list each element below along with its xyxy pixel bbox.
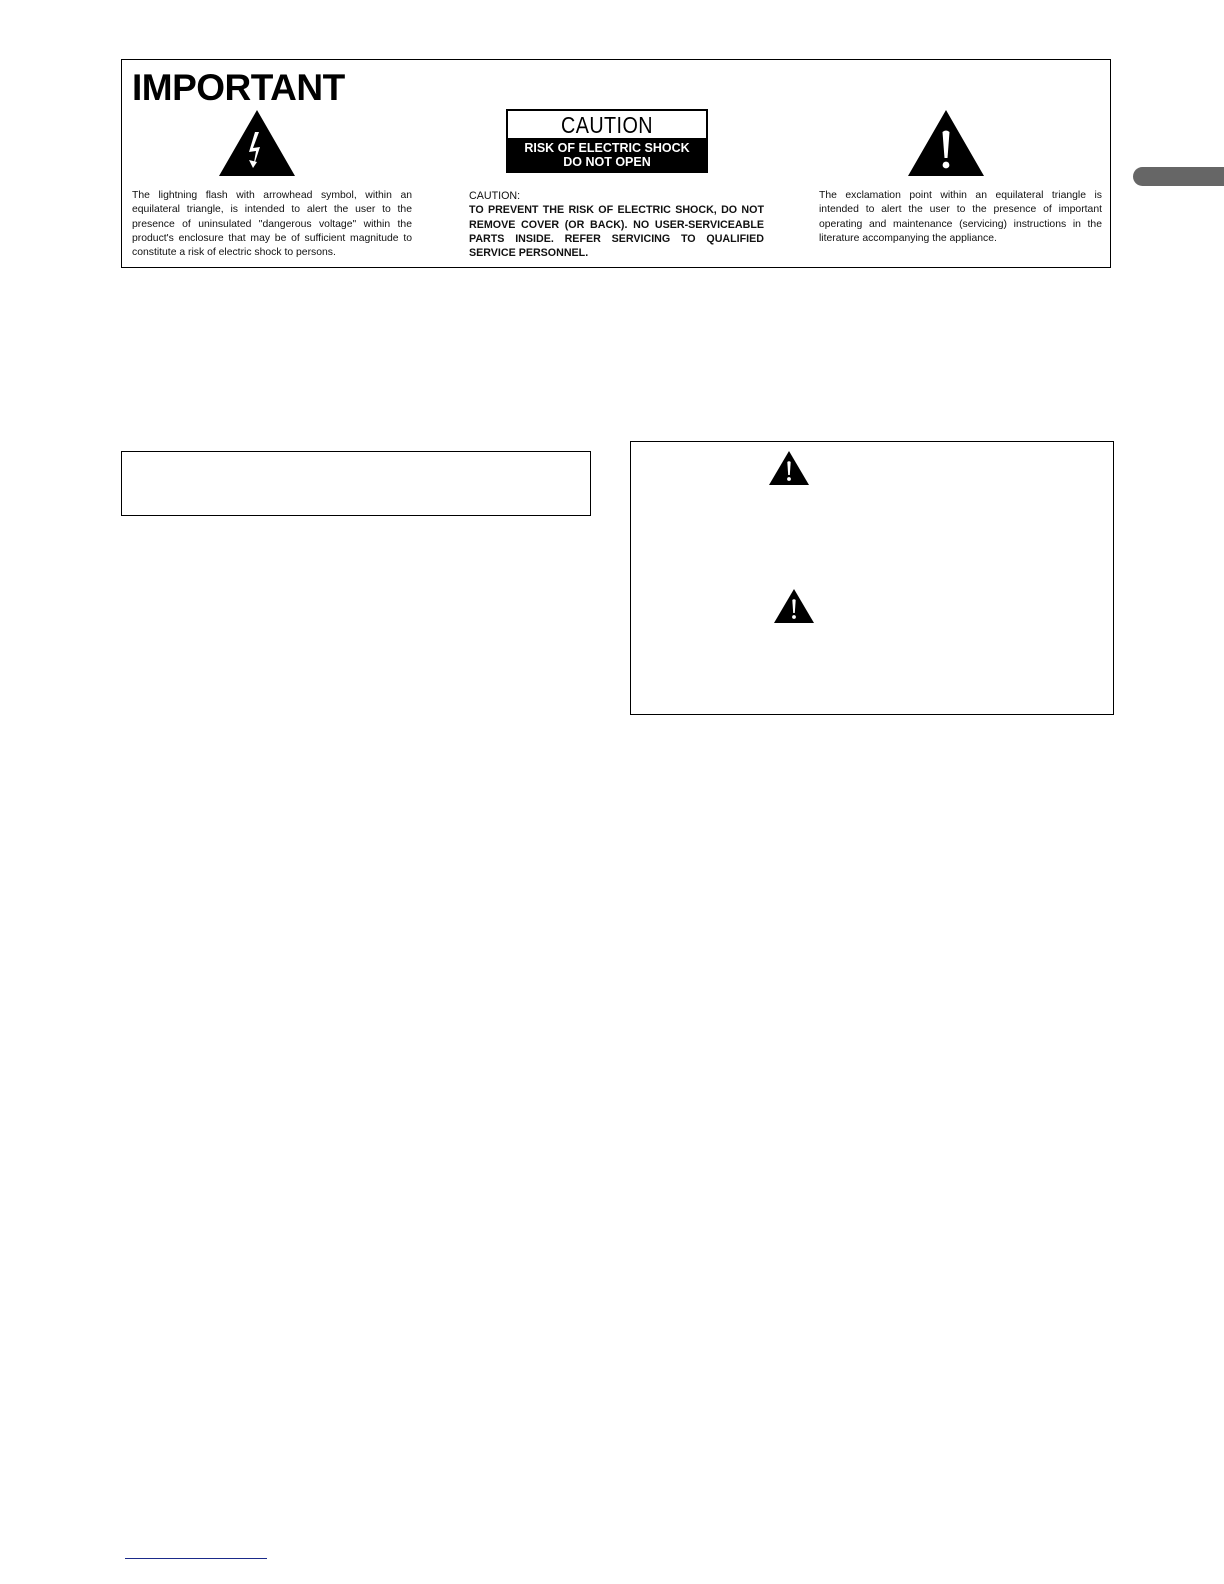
- warning-box: [630, 441, 1114, 715]
- lightning-warning-icon: [219, 110, 295, 176]
- caution-label: [506, 109, 708, 173]
- caution-body: TO PREVENT THE RISK OF ELECTRIC SHOCK, DO NOT REMOVE COVER (OR BACK). NO USER-SERVICEABLE PARTS INSIDE. REFER SERVICING TO QUALIFIED SERVICE PERSONNEL.: [469, 204, 764, 260]
- exclamation-warning-icon: [908, 110, 984, 176]
- warning-triangle-icon: [769, 451, 809, 485]
- caution-label-line1: RISK OF ELECTRIC SHOCK: [524, 141, 690, 155]
- important-safety-box: [121, 59, 1111, 268]
- caution-label-warning: [508, 138, 706, 171]
- section-tab-marker: [1133, 167, 1224, 186]
- caution-heading: CAUTION:: [469, 190, 521, 202]
- caution-label-line2: DO NOT OPEN: [563, 155, 651, 169]
- caution-description: [469, 189, 764, 260]
- footer-rule: [125, 1558, 267, 1559]
- notice-box: [121, 451, 591, 516]
- caution-label-title: CAUTION: [560, 112, 654, 138]
- exclamation-symbol-description: The exclamation point within an equilateral triangle is intended to alert the user to the presence of important operating and maintenance (servicing) instructions in the literature accompanying the appliance.: [819, 190, 1102, 244]
- warning-triangle-icon: [774, 589, 814, 623]
- important-title: IMPORTANT: [132, 67, 345, 108]
- lightning-symbol-description: The lightning flash with arrowhead symbol, within an equilateral triangle, is intended to alert the user to the presence of uninsulated "dangerous voltage" within the product's enclosure that may be of sufficient magnitude to constitute a risk of electric shock to persons.: [132, 190, 412, 259]
